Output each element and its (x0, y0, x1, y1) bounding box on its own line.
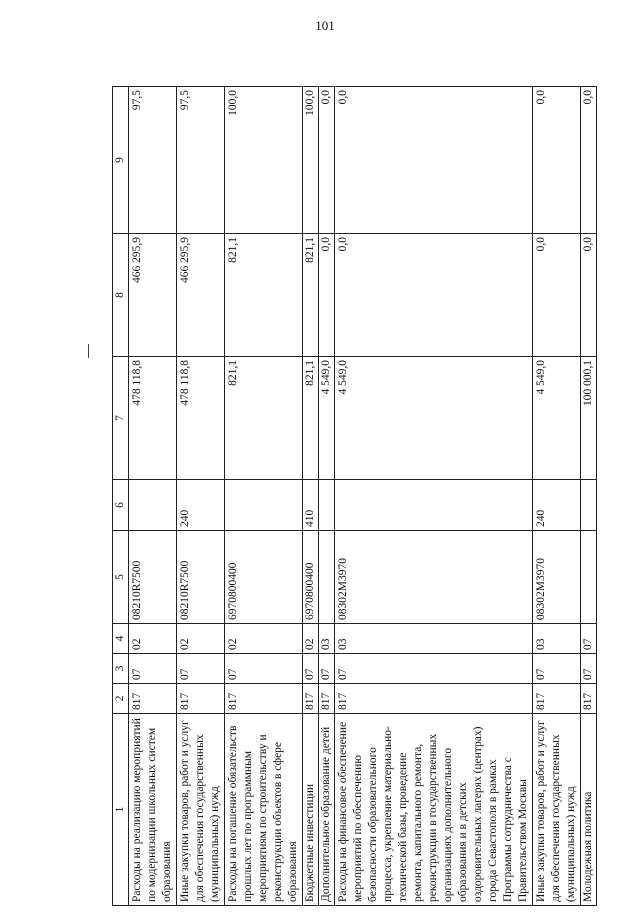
row-col7: 4 549,0 (335, 357, 533, 480)
stray-mark (88, 344, 89, 358)
row-name: Иные закупки товаров, работ и услуг для обеспечения государственных (муниципальных) нужд (177, 714, 225, 906)
table-row (177, 87, 225, 906)
row-col8: 466 295,9 (177, 234, 225, 357)
row-col4: 02 (177, 624, 225, 654)
row-col3: 07 (533, 654, 581, 684)
row-name: Расходы на реализацию мероприятий по модернизации школьных систем образования (129, 714, 177, 906)
header-cell-9: 9 (113, 87, 129, 234)
rotated-table-content (112, 87, 594, 906)
row-col4: 02 (225, 624, 303, 654)
row-col2: 817 (129, 684, 177, 714)
header-row (113, 87, 129, 906)
row-col2: 817 (225, 684, 303, 714)
row-col7: 4 549,0 (319, 357, 335, 480)
table-row (581, 87, 597, 906)
row-col9: 0,0 (581, 87, 597, 234)
row-col5 (581, 531, 597, 624)
row-col6: 410 (303, 480, 319, 531)
row-col5 (319, 531, 335, 624)
row-col5: 6970800400 (303, 531, 319, 624)
row-col7: 4 549,0 (533, 357, 581, 480)
header-cell-2: 2 (113, 684, 129, 714)
row-col8: 821,1 (225, 234, 303, 357)
row-col6 (319, 480, 335, 531)
row-col4: 03 (533, 624, 581, 654)
row-name: Иные закупки товаров, работ и услуг для обеспечения государственных (муниципальных) нужд (533, 714, 581, 906)
row-col4: 02 (129, 624, 177, 654)
row-col5: 08210R7500 (129, 531, 177, 624)
header-cell-3: 3 (113, 654, 129, 684)
table-row (319, 87, 335, 906)
row-col8: 0,0 (335, 234, 533, 357)
table-row (303, 87, 319, 906)
table-row (335, 87, 533, 906)
row-col4: 03 (319, 624, 335, 654)
header-cell-6: 6 (113, 480, 129, 531)
row-col8: 821,1 (303, 234, 319, 357)
row-col5: 08302М3970 (533, 531, 581, 624)
row-col9: 0,0 (319, 87, 335, 234)
row-col9: 0,0 (533, 87, 581, 234)
row-name: Бюджетные инвестиции (303, 714, 319, 906)
row-col9: 100,0 (225, 87, 303, 234)
row-col9: 97,5 (177, 87, 225, 234)
row-col2: 817 (177, 684, 225, 714)
row-col2: 817 (581, 684, 597, 714)
row-col2: 817 (335, 684, 533, 714)
row-name: Расходы на финансовое обеспечение мероприятий по обеспечению безопасности образовательного процесса, укрепление материально-технической базы, проведение ремонта, капитального ремонта, реконструкции в государственных организациях дополнительного образования и в детских оздоровительных лагерях (центрах) города Севастополя в рамках Программы сотрудничества с Правительством Москвы (335, 714, 533, 906)
row-col6: 240 (533, 480, 581, 531)
table-row (225, 87, 303, 906)
row-col6: 240 (177, 480, 225, 531)
header-cell-5: 5 (113, 531, 129, 624)
row-col6 (335, 480, 533, 531)
row-col7: 478 118,8 (177, 357, 225, 480)
row-col4: 07 (581, 624, 597, 654)
row-col9: 97,5 (129, 87, 177, 234)
table-row (533, 87, 581, 906)
row-col7: 100 000,1 (581, 357, 597, 480)
row-col4: 02 (303, 624, 319, 654)
row-col8: 0,0 (533, 234, 581, 357)
row-col5: 08302М3970 (335, 531, 533, 624)
row-name: Молодежная политика (581, 714, 597, 906)
row-col2: 817 (319, 684, 335, 714)
row-col6 (225, 480, 303, 531)
row-name: Расходы на погашение обязательств прошлых лет по программным мероприятиям по строительству и реконструкции объектов в сфере образования (225, 714, 303, 906)
row-col3: 07 (319, 654, 335, 684)
page-number: 101 (315, 18, 335, 33)
row-col8: 0,0 (319, 234, 335, 357)
row-col8: 0,0 (581, 234, 597, 357)
rotated-table-frame (112, 87, 594, 906)
row-col6 (129, 480, 177, 531)
row-col3: 07 (225, 654, 303, 684)
row-col7: 821,1 (303, 357, 319, 480)
header-cell-4: 4 (113, 624, 129, 654)
budget-table (112, 86, 597, 906)
header-cell-1: 1 (113, 714, 129, 906)
table-row (129, 87, 177, 906)
row-col3: 07 (177, 654, 225, 684)
row-col3: 07 (303, 654, 319, 684)
row-name: Дополнительное образование детей (319, 714, 335, 906)
row-col9: 0,0 (335, 87, 533, 234)
row-col2: 817 (533, 684, 581, 714)
row-col4: 03 (335, 624, 533, 654)
row-col9: 100,0 (303, 87, 319, 234)
row-col8: 466 295,9 (129, 234, 177, 357)
row-col3: 07 (581, 654, 597, 684)
row-col3: 07 (335, 654, 533, 684)
row-col7: 821,1 (225, 357, 303, 480)
row-col7: 478 118,8 (129, 357, 177, 480)
row-col6 (581, 480, 597, 531)
header-cell-8: 8 (113, 234, 129, 357)
header-cell-7: 7 (113, 357, 129, 480)
row-col5: 6970800400 (225, 531, 303, 624)
row-col2: 817 (303, 684, 319, 714)
row-col3: 07 (129, 654, 177, 684)
row-col5: 08210R7500 (177, 531, 225, 624)
